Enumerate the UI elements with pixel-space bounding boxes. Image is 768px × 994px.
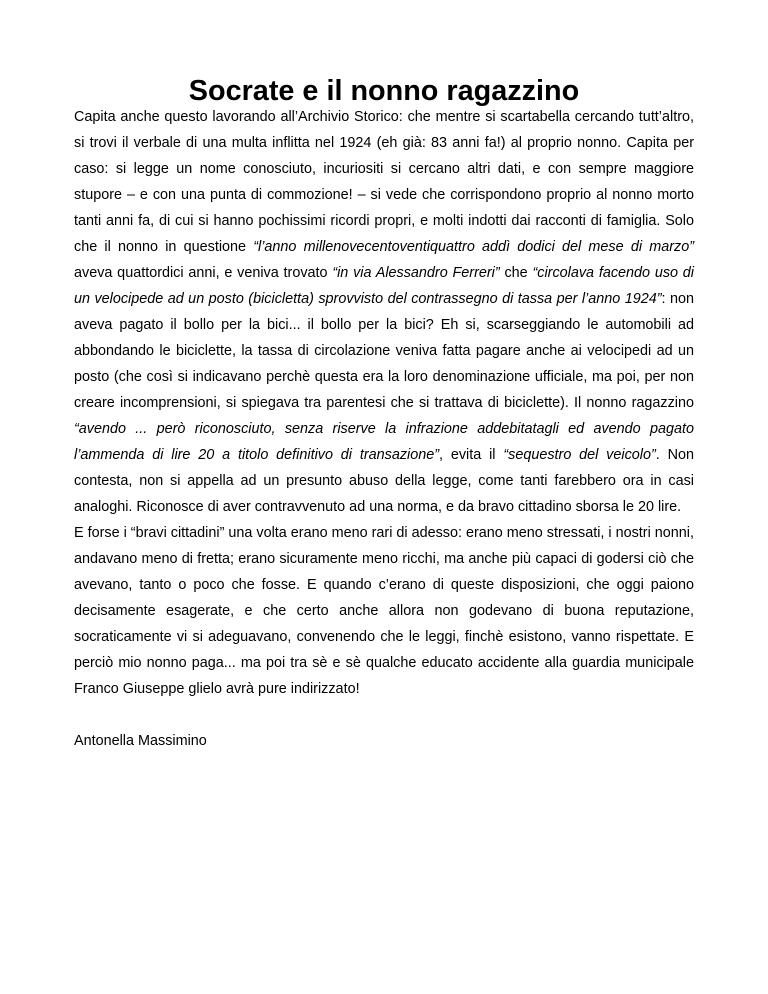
p1-run: : non aveva pagato il bollo per la bici... il bollo per la bici? Eh si, scarseggiando le automobili ad abbondando le biciclette, la tassa di circolazione veniva fatta pagare anche ai velocipedi ad un posto (che così si indicavano perchè questa era la loro denominazione ufficiale, ma poi, per non creare incomprensioni, si spiegava tra parentesi che si trattava di biciclette). Il nonno ragazzino [74, 291, 694, 411]
p1-run: . Non contesta, non si appella ad un presunto abuso della legge, come tanti farebbero ora in casi analoghi. Riconosce di aver contravvenuto ad una norma, e da bravo cittadino sborsa le 20 lire. [74, 447, 695, 515]
p1-quote-payment: “avendo ... però riconosciuto, senza riserve la infrazione addebitatagli ed avendo pagato l’ammenda di lire 20 a titolo definitivo di transazione” [74, 421, 694, 463]
paragraph-1 [74, 104, 694, 520]
paragraph-2: E forse i “bravi cittadini” una volta erano meno rari di adesso: erano meno stressati, i nostri nonni, andavano meno di fretta; erano sicuramente meno ricchi, ma anche più capaci di godersi ciò che avevano, tanto o poco che fosse. E quando c’erano di queste disposizioni, che oggi paiono decisamente esagerate, e che certo anche allora non godevano di buona reputazione, socraticamente vi si adeguavano, convenendo che le leggi, finchè esistono, vanno rispettate. E perciò mio nonno paga... ma poi tra sè e sè qualche educato accidente alla guardia municipale Franco Giuseppe glielo avrà pure indirizzato! [74, 525, 694, 697]
p1-quote-seizure: “sequestro del veicolo” [503, 447, 656, 463]
p1-quote-date: “l’anno millenovecentoventiquattro addì dodici del mese di marzo” [253, 239, 695, 255]
p1-run: aveva quattordici anni, e veniva trovato [74, 265, 333, 281]
p1-run: , evita il [439, 447, 504, 463]
p1-run: che [499, 265, 533, 281]
document-page [74, 75, 695, 754]
author-signature: Antonella Massimino [74, 733, 207, 749]
p1-quote-offense: “circolava facendo uso di un velocipede ad un posto (bicicletta) sprovvisto del contrassegno di tassa per l’anno 1924” [74, 265, 695, 307]
p1-run: Capita anche questo lavorando all’Archivio Storico: che mentre si scartabella cercando tutt’altro, si trovi il verbale di una multa inflitta nel 1924 (eh già: 83 anni fa!) al proprio nonno. Capita per caso: si legge un nome conosciuto, incuriositi si cercano altri dati, e con sempre maggiore stupore – e con una punta di commozione! – si vede che corrispondono proprio al nonno morto tanti anni fa, di cui si hanno pochissimi ricordi propri, e molti indotti dai racconti di famiglia. Solo che il nonno in questione [74, 109, 694, 255]
document-title: Socrate e il nonno ragazzino [188, 75, 580, 107]
p1-quote-street: “in via Alessandro Ferreri” [332, 265, 500, 281]
